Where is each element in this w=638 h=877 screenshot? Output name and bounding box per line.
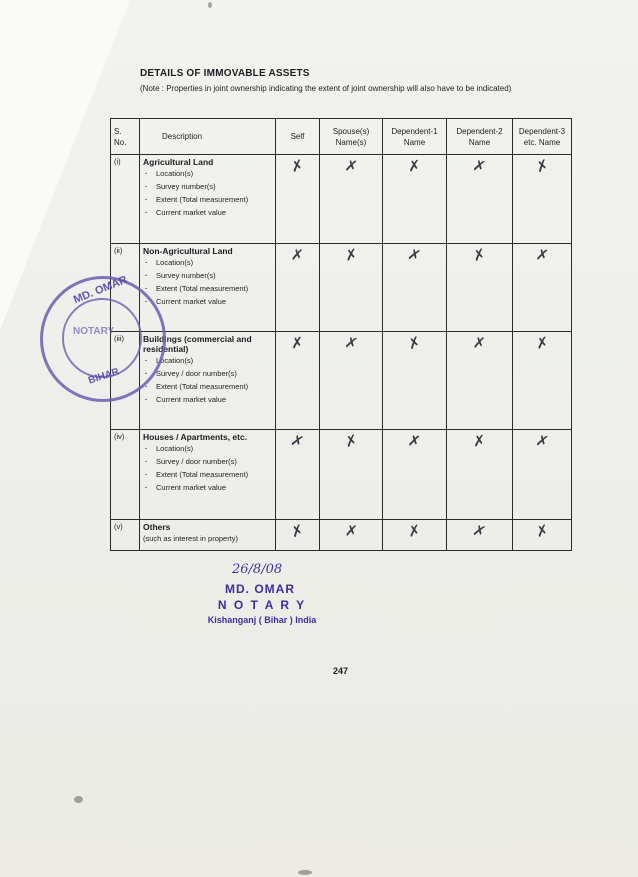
cross-mark-icon: ✗ [290, 333, 305, 353]
immovable-assets-table [110, 118, 572, 551]
cell-dependent-1 [383, 244, 447, 332]
seal-place: BIHAR [87, 366, 121, 387]
cross-mark-icon: ✗ [533, 155, 551, 177]
stamp-title: N O T A R Y [217, 598, 307, 612]
list-item: · Extent (Total measurement) [143, 195, 272, 205]
cell-dependent-2 [447, 520, 513, 551]
cell-spouse [320, 332, 383, 430]
cross-mark-icon: ✗ [534, 245, 550, 265]
header-spouse: Spouse(s) Name(s) [320, 119, 383, 155]
row-category-note: (such as interest in property) [143, 534, 239, 543]
row-sno: (i) [111, 155, 140, 244]
table-row [111, 430, 572, 520]
cross-mark-icon: ✗ [471, 244, 488, 266]
table-row [111, 520, 572, 551]
section-heading: DETAILS OF IMMOVABLE ASSETS [140, 68, 310, 79]
cross-mark-icon: ✗ [343, 245, 359, 265]
seal-name: MD. OMAR [71, 273, 130, 307]
paper-speck [208, 2, 212, 8]
cell-dependent-2 [447, 244, 513, 332]
table-row [111, 155, 572, 244]
paper-speck [298, 870, 312, 875]
cross-mark-icon: ✗ [472, 333, 487, 353]
list-item: · Survey number(s) [143, 271, 272, 281]
cell-dependent-1 [383, 430, 447, 520]
row-sno: (iv) [111, 430, 140, 520]
header-dependent-1: Dependent-1 Name [383, 119, 447, 155]
header-description: Description [140, 119, 276, 155]
list-item: · Location(s) [143, 169, 272, 179]
header-dependent-2: Dependent-2 Name [447, 119, 513, 155]
cell-dependent-2 [447, 430, 513, 520]
cross-mark-icon: ✗ [533, 520, 551, 542]
cell-spouse [320, 520, 383, 551]
list-item: · Extent (Total measurement) [143, 470, 272, 480]
handwritten-signature: 26/8/08 [232, 562, 283, 577]
cell-self [276, 244, 320, 332]
row-category: Non-Agricultural Land [143, 246, 233, 256]
paper-speck [74, 796, 83, 803]
list-item: · Location(s) [143, 444, 272, 454]
cell-self [276, 520, 320, 551]
cell-dependent-2 [447, 332, 513, 430]
cell-spouse [320, 155, 383, 244]
row-description [140, 430, 276, 520]
cross-mark-icon: ✗ [342, 430, 360, 452]
cross-mark-icon: ✗ [470, 520, 489, 542]
cross-mark-icon: ✗ [343, 521, 359, 541]
cross-mark-icon: ✗ [405, 244, 424, 266]
list-item: · Survey / door number(s) [143, 369, 272, 379]
list-item: · Extent (Total measurement) [143, 284, 272, 294]
cross-mark-icon: ✗ [471, 155, 488, 177]
table-row [111, 332, 572, 430]
row-category: Houses / Apartments, etc. [143, 432, 248, 442]
row-category: Buildings (commercial and residential) [143, 334, 252, 354]
table-row [111, 244, 572, 332]
stamp-place: Kishanganj ( Bihar ) India [207, 615, 317, 625]
list-item: · Location(s) [143, 356, 272, 366]
row-sno: (v) [111, 520, 140, 551]
cell-dependent-1 [383, 332, 447, 430]
cross-mark-icon: ✗ [405, 332, 424, 354]
cell-dependent-3 [513, 520, 572, 551]
table-header-row [111, 119, 572, 155]
list-item: · Location(s) [143, 258, 272, 268]
cross-mark-icon: ✗ [407, 156, 422, 176]
list-item: · Current market value [143, 297, 272, 307]
cross-mark-icon: ✗ [343, 156, 359, 176]
cell-dependent-3 [513, 244, 572, 332]
cross-mark-icon: ✗ [288, 520, 307, 542]
cell-self [276, 430, 320, 520]
row-category: Others [143, 522, 171, 532]
list-item: · Current market value [143, 395, 272, 405]
cross-mark-icon: ✗ [288, 430, 307, 452]
header-self: Self [276, 119, 320, 155]
ownership-note: (Note : Properties in joint ownership indicating the extent of joint ownership will also have to be indicated) [140, 84, 512, 93]
cross-mark-icon: ✗ [472, 431, 487, 451]
page-number: 247 [333, 666, 349, 676]
cross-mark-icon: ✗ [289, 155, 306, 177]
cell-dependent-3 [513, 430, 572, 520]
stamp-name: MD. OMAR [225, 582, 295, 596]
cell-dependent-2 [447, 155, 513, 244]
cell-dependent-1 [383, 155, 447, 244]
cross-mark-icon: ✗ [407, 431, 422, 451]
row-sno: (ii) [111, 244, 140, 332]
cell-dependent-3 [513, 155, 572, 244]
cell-self [276, 155, 320, 244]
header-dependent-3: Dependent-3 etc. Name [513, 119, 572, 155]
cross-mark-icon: ✗ [534, 333, 550, 353]
row-description [140, 155, 276, 244]
list-item: · Current market value [143, 483, 272, 493]
list-item: · Survey number(s) [143, 182, 272, 192]
cell-spouse [320, 430, 383, 520]
cell-self [276, 332, 320, 430]
list-item: · Current market value [143, 208, 272, 218]
row-description [140, 520, 276, 551]
cross-mark-icon: ✗ [406, 521, 423, 541]
cross-mark-icon: ✗ [342, 332, 360, 354]
seal-word: NOTARY [73, 326, 115, 337]
cell-dependent-3 [513, 332, 572, 430]
cell-dependent-1 [383, 520, 447, 551]
row-sno: (iii) [111, 332, 140, 430]
notary-seal-inner-ring [62, 298, 142, 378]
row-category: Agricultural Land [143, 157, 214, 167]
list-item: · Survey / door number(s) [143, 457, 272, 467]
list-item: · Extent (Total measurement) [143, 382, 272, 392]
cell-spouse [320, 244, 383, 332]
cross-mark-icon: ✗ [533, 430, 551, 452]
header-sno: S. No. [111, 119, 140, 155]
cross-mark-icon: ✗ [290, 245, 305, 265]
